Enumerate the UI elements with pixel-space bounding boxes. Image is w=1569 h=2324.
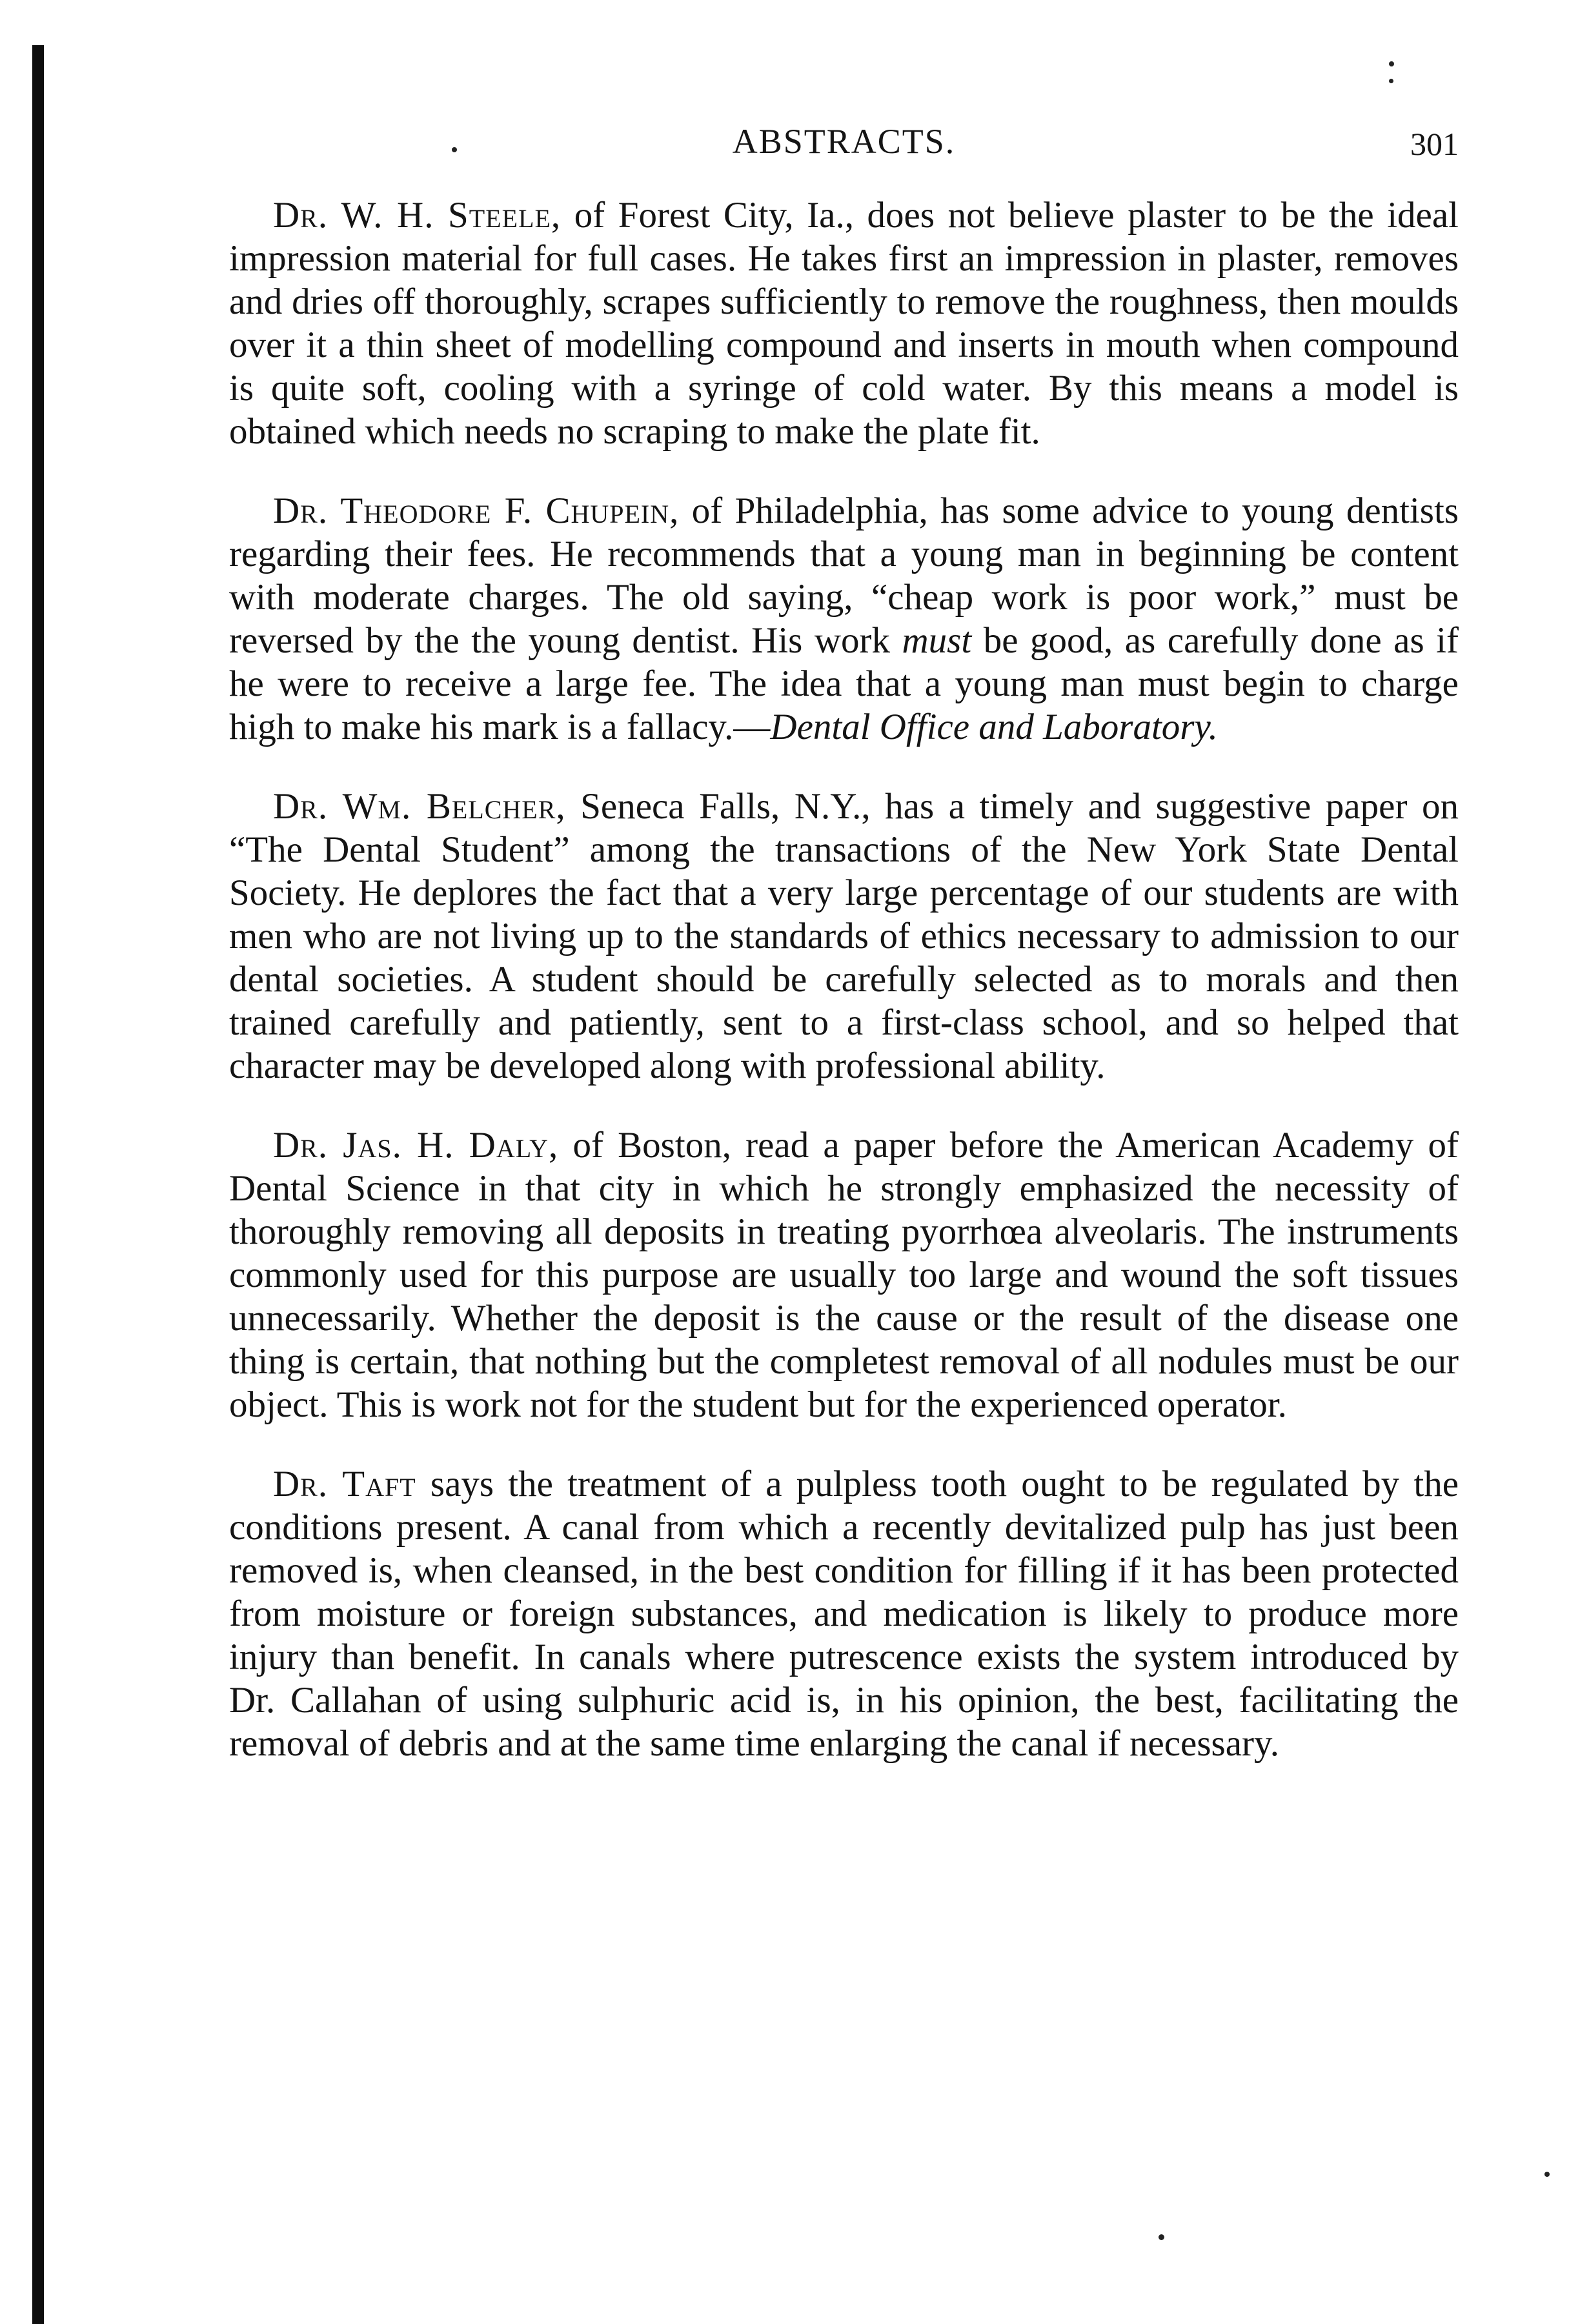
author-name: Dr. W. H. Steele, xyxy=(273,195,562,236)
emphasis-word: must xyxy=(902,620,972,661)
page-header xyxy=(229,121,1459,173)
abstract-chupein xyxy=(229,489,1459,749)
article-body xyxy=(229,194,1459,1801)
scan-speck xyxy=(1544,2172,1550,2177)
abstract-steele xyxy=(229,194,1459,453)
scan-speck xyxy=(1389,79,1393,83)
abstract-belcher xyxy=(229,785,1459,1087)
scan-speck xyxy=(1389,61,1394,66)
abstract-text-continued: be good, as carefully done as if he were to receive a large fee. The idea that a young man must begin to charge high to make his mark is a fallacy.— xyxy=(229,620,1459,747)
abstract-daly xyxy=(229,1124,1459,1426)
page-number: 301 xyxy=(1410,126,1459,162)
abstract-text: of Boston, read a paper before the American Academy of Dental Science in that city in which he strongly emphasized the necessity of thoroughly removing all deposits in treating pyorrhœa alveolaris. The instruments commonly used for this purpose are usually too large and wound the soft tissues unnecessarily. Whether the deposit is the cause or the result of the disease one thing is certain, that nothing but the completest removal of all nodules must be our object. This is work not for the student but for the experienced operator. xyxy=(229,1125,1459,1425)
page-binding-edge xyxy=(32,45,44,2324)
scan-speck xyxy=(1159,2234,1164,2240)
abstract-text: says the treatment of a pulpless tooth ought to be regulated by the conditions present. A canal from which a recently devitalized pulp has just been removed is, when cleansed, in the best condition for filling if it has been protected from moisture or foreign substances, and medication is likely to produce more injury than benefit. In canals where putrescence exists the system introduced by Dr. Callahan of using sulphuric acid is, in his opinion, the best, facilitating the removal of debris and at the same time enlarging the canal if necessary. xyxy=(229,1464,1459,1764)
running-head: ABSTRACTS. xyxy=(732,122,956,161)
abstract-text: of Forest City, Ia., does not believe plaster to be the ideal impression material for full cases. He takes first an impression in plaster, removes and dries off thoroughly, scrapes sufficiently to remove the roughness, then moulds over it a thin sheet of modelling compound and inserts in mouth when compound is quite soft, cooling with a syringe of cold water. By this means a model is obtained which needs no scraping to make the plate fit. xyxy=(229,195,1459,452)
abstract-text: Seneca Falls, N.Y., has a timely and suggestive paper on “The Dental Student” among the transactions of the New York State Dental Society. He deplores the fact that a very large percentage of our students are with men who are not living up to the standards of ethics necessary to admission to our dental societies. A student should be carefully selected as to morals and then trained carefully and patiently, sent to a first-class school, and so helped that character may be developed along with professional ability. xyxy=(229,786,1459,1086)
author-name: Dr. Jas. H. Daly, xyxy=(273,1125,559,1166)
author-name: Dr. Theodore F. Chupein, xyxy=(273,490,680,531)
author-name: Dr. Wm. Belcher, xyxy=(273,786,566,827)
abstract-text: of Philadelphia, has some advice to young dentists regarding their fees. He recommends that a young man in beginning be content with moderate charges. The old saying, “cheap work is poor work,” must be reversed by the the young dentist. His work xyxy=(229,490,1459,661)
source-citation: Dental Office and Laboratory. xyxy=(770,707,1218,747)
author-name: Dr. Taft xyxy=(273,1464,416,1504)
abstract-taft xyxy=(229,1462,1459,1765)
